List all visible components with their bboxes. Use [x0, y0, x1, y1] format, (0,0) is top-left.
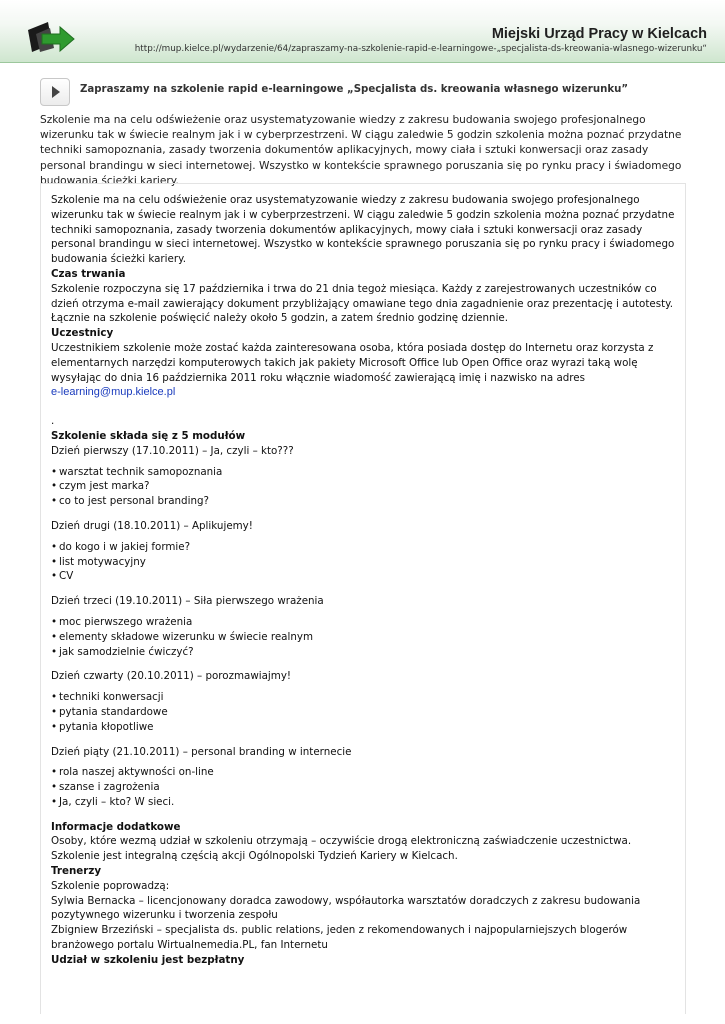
list-item: • elementy składowe wizerunku w świecie realnym — [51, 630, 679, 645]
article-title: Zapraszamy na szkolenie rapid e-learningowe „Specjalista ds. kreowania własnego wizerunku” — [80, 84, 629, 95]
site-title: Miejski Urząd Pracy w Kielcach — [491, 26, 707, 42]
list-item: • CV — [51, 569, 679, 584]
list-item: • do kogo i w jakiej formie? — [51, 540, 679, 555]
trainers-intro: Szkolenie poprowadzą: — [51, 879, 170, 892]
day-title: Dzień pierwszy (17.10.2011) – Ja, czyli – kto??? — [51, 444, 294, 457]
info-text: Szkolenie jest integralną częścią akcji Ogólnopolski Tydzień Kariery w Kielcach. — [51, 850, 458, 863]
modules-heading: Szkolenie składa się z 5 modułów — [51, 429, 246, 442]
info-text: Osoby, które wezmą udział w szkoleniu otrzymają – oczywiście drogą elektroniczną zaświadczenie uczestnictwa. — [51, 835, 632, 848]
article-title-row — [40, 78, 690, 106]
list-item: • techniki konwersacji — [51, 690, 679, 705]
page-url[interactable]: http://mup.kielce.pl/wydarzenie/64/zapraszamy-na-szkolenie-rapid-e-learningowe-„specjalista-ds-kreowania-wlasnego-wizerunku“ — [134, 44, 707, 54]
duration-heading: Czas trwania — [51, 267, 126, 280]
trainer-item: Zbigniew Brzeziński – specjalista ds. public relations, jeden z rekomendowanych i najpopularniejszych blogerów branżowego portalu Wirtualnemedia.PL, fan Internetu — [51, 924, 628, 952]
day-list — [51, 690, 679, 734]
list-item: • pytania kłopotliwe — [51, 720, 679, 735]
duration-text: Szkolenie rozpoczyna się 17 października i trwa do 21 dnia tegoż miesiąca. Każdy z zarejestrowanych uczestników co dzień otrzyma e-mail zawierający dokument przybliżający omawiane tego dnia zagadnienie oraz prezentację i autotesty. Łącznie na szkolenie poświęcić należy około 5 godzin, a zatem średnio godzinę dziennie. — [51, 282, 674, 325]
article-content — [51, 193, 679, 968]
day-title: Dzień piąty (21.10.2011) – personal branding w internecie — [51, 745, 352, 758]
participants-text: Uczestnikiem szkolenie może zostać każda zainteresowana osoba, która posiada dostęp do Internetu oraz korzysta z elementarnych narzędzi komputerowych takich jak pakiety Microsoft Office lub Open Office oraz wyrazi taką wolę wysyłając do dnia 16 października 2011 roku włącznie wiadomość zawierającą imię i nazwisko na adres — [51, 341, 654, 384]
day-list — [51, 465, 679, 509]
article-intro: Szkolenie ma na celu odświeżenie oraz usystematyzowanie wiedzy z zakresu budowania swojego profesjonalnego wizerunku tak w świecie realnym jak i w cyberprzestrzeni. W ciągu zaledwie 5 godzin szkolenia można poznać przydatne techniki samopoznania, zasady tworzenia dokumentów aplikacyjnych, mowy ciała i sztuki konwersacji oraz zasady personal brandingu w sieci internetowej. Wszystko w kontekście sprawnego poruszania się po rynku pracy i świadomego budowania ścieżki kariery. — [40, 114, 682, 187]
page-header — [0, 0, 725, 63]
content-intro: Szkolenie ma na celu odświeżenie oraz usystematyzowanie wiedzy z zakresu budowania swojego profesjonalnego wizerunku tak w świecie realnym jak i w cyberprzestrzeni. W ciągu zaledwie 5 godzin szkolenia można poznać przydatne techniki samopoznania, zasady tworzenia dokumentów aplikacyjnych, mowy ciała i sztuki konwersacji oraz zasady personal brandingu w sieci internetowej. Wszystko w kontekście sprawnego poruszania się po rynku pracy i świadomego budowania ścieżki kariery. — [51, 194, 675, 266]
info-heading: Informacje dodatkowe — [51, 820, 181, 833]
list-item: • Ja, czyli – kto? W sieci. — [51, 795, 679, 810]
participants-heading: Uczestnicy — [51, 327, 114, 340]
email-link[interactable]: e-learning@mup.kielce.pl — [51, 386, 176, 399]
list-item: • warsztat technik samopoznania — [51, 465, 679, 480]
list-item: • pytania standardowe — [51, 705, 679, 720]
list-item: • rola naszej aktywności on-line — [51, 765, 679, 780]
list-item: • szanse i zagrożenia — [51, 780, 679, 795]
day-title: Dzień trzeci (19.10.2011) – Siła pierwszego wrażenia — [51, 595, 324, 608]
list-item: • moc pierwszego wrażenia — [51, 615, 679, 630]
trainers-heading: Trenerzy — [51, 865, 102, 878]
list-item: • list motywacyjny — [51, 555, 679, 570]
article-content-box — [40, 183, 686, 1014]
day-title: Dzień drugi (18.10.2011) – Aplikujemy! — [51, 519, 253, 532]
day-list — [51, 540, 679, 584]
dot-text: . — [51, 415, 55, 428]
list-item: • czym jest marka? — [51, 479, 679, 494]
free-heading: Udział w szkoleniu jest bezpłatny — [51, 953, 245, 966]
play-arrow-icon[interactable] — [40, 78, 70, 106]
day-title: Dzień czwarty (20.10.2011) – porozmawiajmy! — [51, 670, 292, 683]
logo-arrow-icon — [26, 22, 76, 54]
trainer-item: Sylwia Bernacka – licencjonowany doradca zawodowy, współautorka warsztatów doradczych z zakresu budowania pozytywnego wizerunku i tworzenia zespołu — [51, 894, 641, 922]
list-item: • jak samodzielnie ćwiczyć? — [51, 645, 679, 660]
day-list — [51, 615, 679, 659]
day-list — [51, 765, 679, 809]
list-item: • co to jest personal branding? — [51, 494, 679, 509]
